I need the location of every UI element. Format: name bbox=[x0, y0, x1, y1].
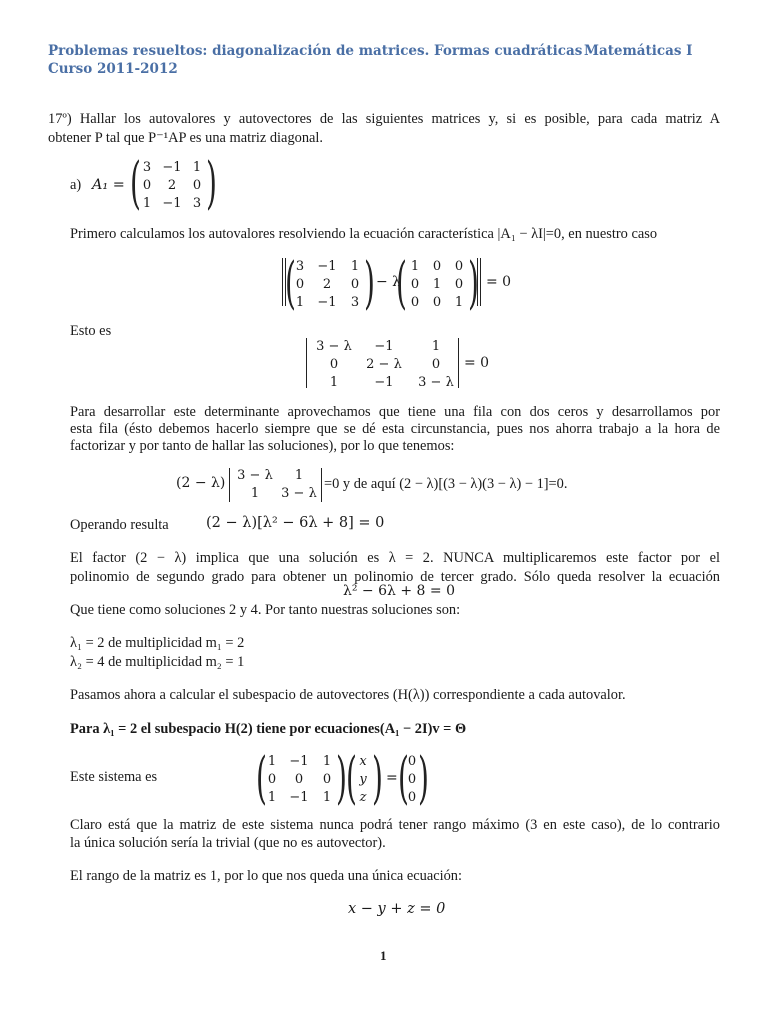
matrix-cell: 0 bbox=[454, 259, 464, 274]
rank-line2: la única solución sería la trivial (que no es autovector). bbox=[70, 835, 386, 851]
matrix-cell: 0 bbox=[432, 295, 442, 310]
matrix-cell: −1 bbox=[374, 375, 394, 390]
right-paren: ) bbox=[418, 746, 429, 811]
lambda2-line: λ₂ = 4 de multiplicidad m₂ = 1 bbox=[70, 654, 245, 670]
matrix-cell: 1 bbox=[142, 196, 152, 211]
right-paren: ) bbox=[336, 746, 347, 811]
develop-line1: Para desarrollar este determinante aprovechamos que tiene una fila con dos ceros y desarrollamos por bbox=[70, 404, 720, 420]
part-label: a) bbox=[70, 177, 82, 193]
left-paren: ( bbox=[130, 151, 141, 216]
matrix-cell: 2 bbox=[322, 277, 332, 292]
matrix-cell: 0 bbox=[322, 772, 332, 787]
system-equals: = bbox=[386, 770, 398, 786]
left-paren: ( bbox=[396, 251, 407, 316]
matrix-cell: 1 bbox=[431, 339, 441, 354]
document-title: Problemas resueltos: diagonalización de matrices. Formas cuadráticas bbox=[48, 43, 583, 59]
operando-equation: (2 − λ)[λ² − 6λ + 8] = 0 bbox=[206, 515, 385, 531]
matrix-cell: −1 bbox=[162, 196, 182, 211]
vars-vector bbox=[354, 753, 372, 807]
matrix-cell: 1 bbox=[322, 754, 332, 769]
matrix-cell: 1 bbox=[250, 486, 260, 501]
matrix-cell: 1 bbox=[295, 295, 305, 310]
left-paren: ( bbox=[346, 746, 357, 811]
matrix-cell: 1 bbox=[454, 295, 464, 310]
matrix-name: A₁ = bbox=[92, 177, 125, 193]
matrix-cell: 3 − λ bbox=[316, 339, 352, 354]
minor-bar-right bbox=[321, 468, 322, 502]
matrix-cell: 2 bbox=[167, 178, 177, 193]
right-paren: ) bbox=[372, 746, 383, 811]
esto-es-label: Esto es bbox=[70, 323, 112, 339]
matrix-cell: 2 − λ bbox=[366, 357, 402, 372]
det-bar-left-outer bbox=[282, 258, 283, 306]
left-paren: ( bbox=[256, 746, 267, 811]
vector-cell: 0 bbox=[407, 772, 417, 787]
identity-matrix bbox=[404, 258, 470, 312]
rank-one-text: El rango de la matriz es 1, por lo que nos queda una única ecuación: bbox=[70, 868, 463, 884]
develop-line3: factorizar y por tanto de hallar las soluciones), por lo que tenemos: bbox=[70, 438, 455, 454]
matrix-cell: 0 bbox=[431, 357, 441, 372]
matrix-cell: −1 bbox=[317, 259, 337, 274]
page-number: 1 bbox=[380, 948, 387, 963]
final-equation: x − y + z = 0 bbox=[348, 901, 446, 917]
rank-line1: Claro está que la matriz de este sistema nunca podrá tener rango máximo (3 en este caso), de lo contrario bbox=[70, 817, 720, 833]
problem-intro-line2: obtener P tal que P⁻¹AP es una matriz diagonal. bbox=[48, 130, 324, 146]
det-bar-right bbox=[458, 338, 459, 388]
matrix-cell: 0 bbox=[295, 277, 305, 292]
minus-lambda: − λ bbox=[376, 274, 402, 290]
matrix-cell: 0 bbox=[454, 277, 464, 292]
system-matrix bbox=[262, 753, 338, 807]
det-bar-right-outer bbox=[480, 258, 481, 306]
matrix-cell: 3 − λ bbox=[418, 375, 454, 390]
matrix-cell: 0 bbox=[432, 259, 442, 274]
factor-line2: polinomio de segundo grado para obtener un polinomio de tercer grado. Sólo queda resolver la ecuación bbox=[70, 569, 720, 585]
develop-line2: esta fila (ésto debemos hacerlo siempre que se dé esta circunstancia, pues nos ahorra trabajo a la hora de bbox=[70, 421, 720, 437]
solutions-text: Que tiene como soluciones 2 y 4. Por tanto nuestras soluciones son: bbox=[70, 602, 461, 618]
quadratic-equation: λ² − 6λ + 8 = 0 bbox=[343, 583, 455, 599]
operando-label: Operando resulta bbox=[70, 517, 169, 533]
matrix-cell: 0 bbox=[142, 178, 152, 193]
matrix-cell: 1 bbox=[322, 790, 332, 805]
vector-cell: 0 bbox=[407, 754, 417, 769]
right-paren: ) bbox=[364, 251, 375, 316]
lambda1-line: λ₁ = 2 de multiplicidad m₁ = 2 bbox=[70, 635, 245, 651]
matrix-cell: 1 bbox=[192, 160, 202, 175]
matrix-cell: 0 bbox=[350, 277, 360, 292]
matrix-cell: −1 bbox=[374, 339, 394, 354]
course-label: Curso 2011-2012 bbox=[48, 61, 178, 77]
matrix-cell: 1 bbox=[410, 259, 420, 274]
det-bar-right-inner bbox=[477, 258, 478, 306]
matrix-cell: 3 bbox=[142, 160, 152, 175]
matrix-cell: 3 − λ bbox=[237, 468, 273, 483]
matrix-cell: 0 bbox=[410, 295, 420, 310]
det-matrix-a bbox=[290, 258, 366, 312]
matrix-cell: 1 bbox=[350, 259, 360, 274]
matrix-cell: 1 bbox=[267, 790, 277, 805]
matrix-cell: −1 bbox=[289, 754, 309, 769]
matrix-cell: 3 bbox=[295, 259, 305, 274]
vector-cell: 0 bbox=[407, 790, 417, 805]
det-equals-zero: = 0 bbox=[486, 274, 512, 290]
det-bar-left bbox=[306, 338, 307, 388]
matrix-cell: −1 bbox=[289, 790, 309, 805]
subspace-intro: Pasamos ahora a calcular el subespacio de autovectores (H(λ)) correspondiente a cada autovalor. bbox=[70, 687, 626, 703]
factor-prefix: (2 − λ) bbox=[176, 475, 226, 491]
subject-label: Matemáticas I bbox=[584, 43, 693, 59]
matrix-a1 bbox=[136, 159, 208, 213]
problem-intro-line1: 17º) Hallar los autovalores y autovectores de las siguientes matrices y, si es posible, para cada matriz A bbox=[48, 111, 720, 127]
vector-cell: z bbox=[359, 790, 367, 805]
matrix-cell: 1 bbox=[432, 277, 442, 292]
matrix-cell: 3 − λ bbox=[281, 486, 317, 501]
subspace-equations-heading: Para λ₁ = 2 el subespacio H(2) tiene por ecuaciones(A₁ − 2I)v = Θ bbox=[70, 721, 467, 737]
matrix-cell: 0 bbox=[410, 277, 420, 292]
matrix-cell: 1 bbox=[294, 468, 304, 483]
minor-matrix bbox=[232, 467, 320, 503]
matrix-cell: 0 bbox=[192, 178, 202, 193]
matrix-cell: −1 bbox=[317, 295, 337, 310]
matrix-cell: 1 bbox=[267, 754, 277, 769]
vector-cell: x bbox=[359, 754, 367, 769]
matrix-cell: −1 bbox=[162, 160, 182, 175]
matrix-cell: 1 bbox=[329, 375, 339, 390]
factor-line1: El factor (2 − λ) implica que una solución es λ = 2. NUNCA multiplicaremos este factor por el bbox=[70, 550, 720, 566]
matrix-cell: 0 bbox=[267, 772, 277, 787]
matrix-cell: 3 bbox=[192, 196, 202, 211]
right-paren: ) bbox=[206, 151, 217, 216]
det-equals-zero: = 0 bbox=[464, 355, 490, 371]
left-paren: ( bbox=[398, 746, 409, 811]
minor-suffix: =0 y de aquí (2 − λ)[(3 − λ)(3 − λ) − 1]=0. bbox=[324, 476, 568, 492]
system-label: Este sistema es bbox=[70, 769, 158, 785]
lambda-matrix bbox=[310, 338, 462, 392]
left-paren: ( bbox=[285, 251, 296, 316]
matrix-cell: 3 bbox=[350, 295, 360, 310]
matrix-cell: 0 bbox=[329, 357, 339, 372]
minor-bar-left bbox=[229, 468, 230, 502]
matrix-cell: 0 bbox=[294, 772, 304, 787]
char-eq-text: Primero calculamos los autovalores resolviendo la ecuación característica |A₁ − λI|=0, en nuestro caso bbox=[70, 226, 658, 242]
right-paren: ) bbox=[468, 251, 479, 316]
vector-cell: y bbox=[359, 772, 367, 787]
